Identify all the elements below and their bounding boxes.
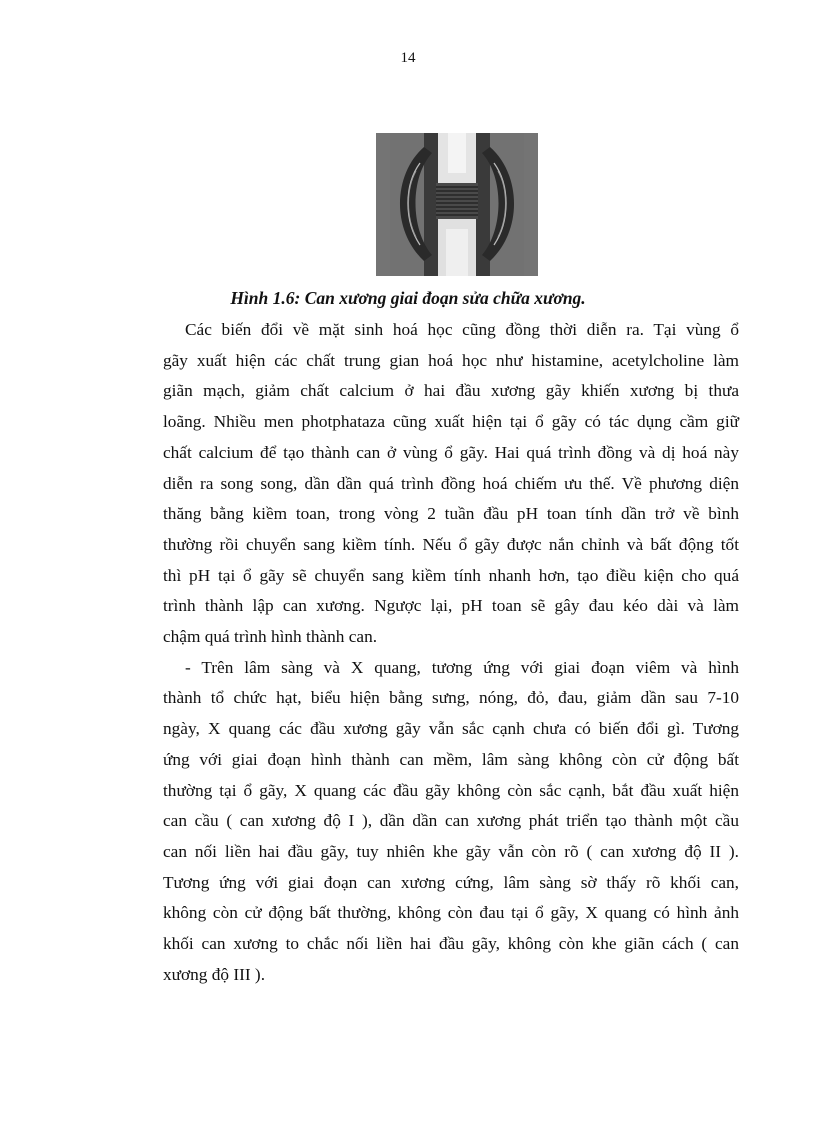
- text-line: Tương ứng với giai đoạn can xương cứng, lâm sàng sờ thấy rõ khối can,: [163, 872, 739, 892]
- text-line: thường tại ổ gãy, X quang các đầu gãy không còn sắc cạnh, bắt đầu xuất hiện: [163, 780, 739, 800]
- text-line: giãn mạch, giảm chất calcium ở hai đầu xương gãy khiến xương bị thưa: [163, 381, 739, 401]
- page-number: 14: [400, 50, 416, 66]
- text-line: trình thành lập can xương. Ngược lại, pH toan sẽ gây đau kéo dài và làm: [163, 596, 739, 616]
- text-line: chất calcium để tạo thành can ở vùng ổ gãy. Hai quá trình đồng và dị hoá này: [163, 442, 739, 462]
- text-line: - Trên lâm sàng và X quang, tương ứng với giai đoạn viêm và hình: [185, 657, 739, 677]
- text-line: gãy xuất hiện các chất trung gian hoá học như histamine, acetylcholine làm: [163, 350, 739, 370]
- text-line: can nối liền hai đầu gãy, tuy nhiên khe gãy vẫn còn rõ ( can xương độ II ).: [163, 841, 739, 861]
- figure-caption: Hình 1.6: Can xương giai đoạn sửa chữa xương.: [230, 288, 586, 308]
- text-line: ngày, X quang các đầu xương gãy vẫn sắc cạnh chưa có biến đổi gì. Tương: [163, 719, 739, 739]
- text-line: thăng bằng kiềm toan, trong vòng 2 tuần đầu pH toan tính dần trở về bình: [163, 504, 739, 524]
- text-line: chậm quá trình hình thành can.: [163, 627, 378, 647]
- text-line: thành tổ chức hạt, biểu hiện bằng sưng, nóng, đỏ, đau, giảm dần sau 7-10: [163, 688, 739, 708]
- text-line: khối can xương to chắc nối liền hai đầu gãy, không còn khe giãn cách ( can: [163, 934, 739, 954]
- text-line: ứng với giai đoạn hình thành can mềm, lâm sàng không còn cử động bất: [163, 749, 739, 769]
- bone-callus-illustration: [376, 133, 538, 276]
- text-line: thường rồi chuyển sang kiềm tính. Nếu ổ gãy được nắn chỉnh và bất động tốt: [163, 534, 739, 554]
- text-line: Các biến đổi về mặt sinh hoá học cũng đồng thời diễn ra. Tại vùng ổ: [185, 320, 739, 339]
- paragraph-biochemical: [163, 315, 739, 653]
- text-line: xương độ III ).: [163, 964, 266, 984]
- bone-callus-figure: [376, 133, 538, 276]
- text-line: loãng. Nhiều men photphataza cũng xuất hiện tại ổ gãy có tác dụng cầm giữ: [163, 412, 739, 432]
- text-line: can cầu ( can xương độ I ), dần dần can xương phát triển tạo thành một cầu: [163, 811, 739, 831]
- text-line: diễn ra song song, dần dần quá trình đồng hoá chiếm ưu thế. Về phương diện: [163, 473, 739, 493]
- text-line: thì pH tại ổ gãy sẽ chuyển sang kiềm tính nhanh hơn, tạo điều kiện cho quá: [163, 565, 739, 585]
- body-text: [163, 315, 739, 990]
- paragraph-clinical-xray: [163, 653, 739, 991]
- text-line: không còn cử động bất thường, không còn đau tại ổ gãy, X quang có hình ảnh: [163, 903, 739, 923]
